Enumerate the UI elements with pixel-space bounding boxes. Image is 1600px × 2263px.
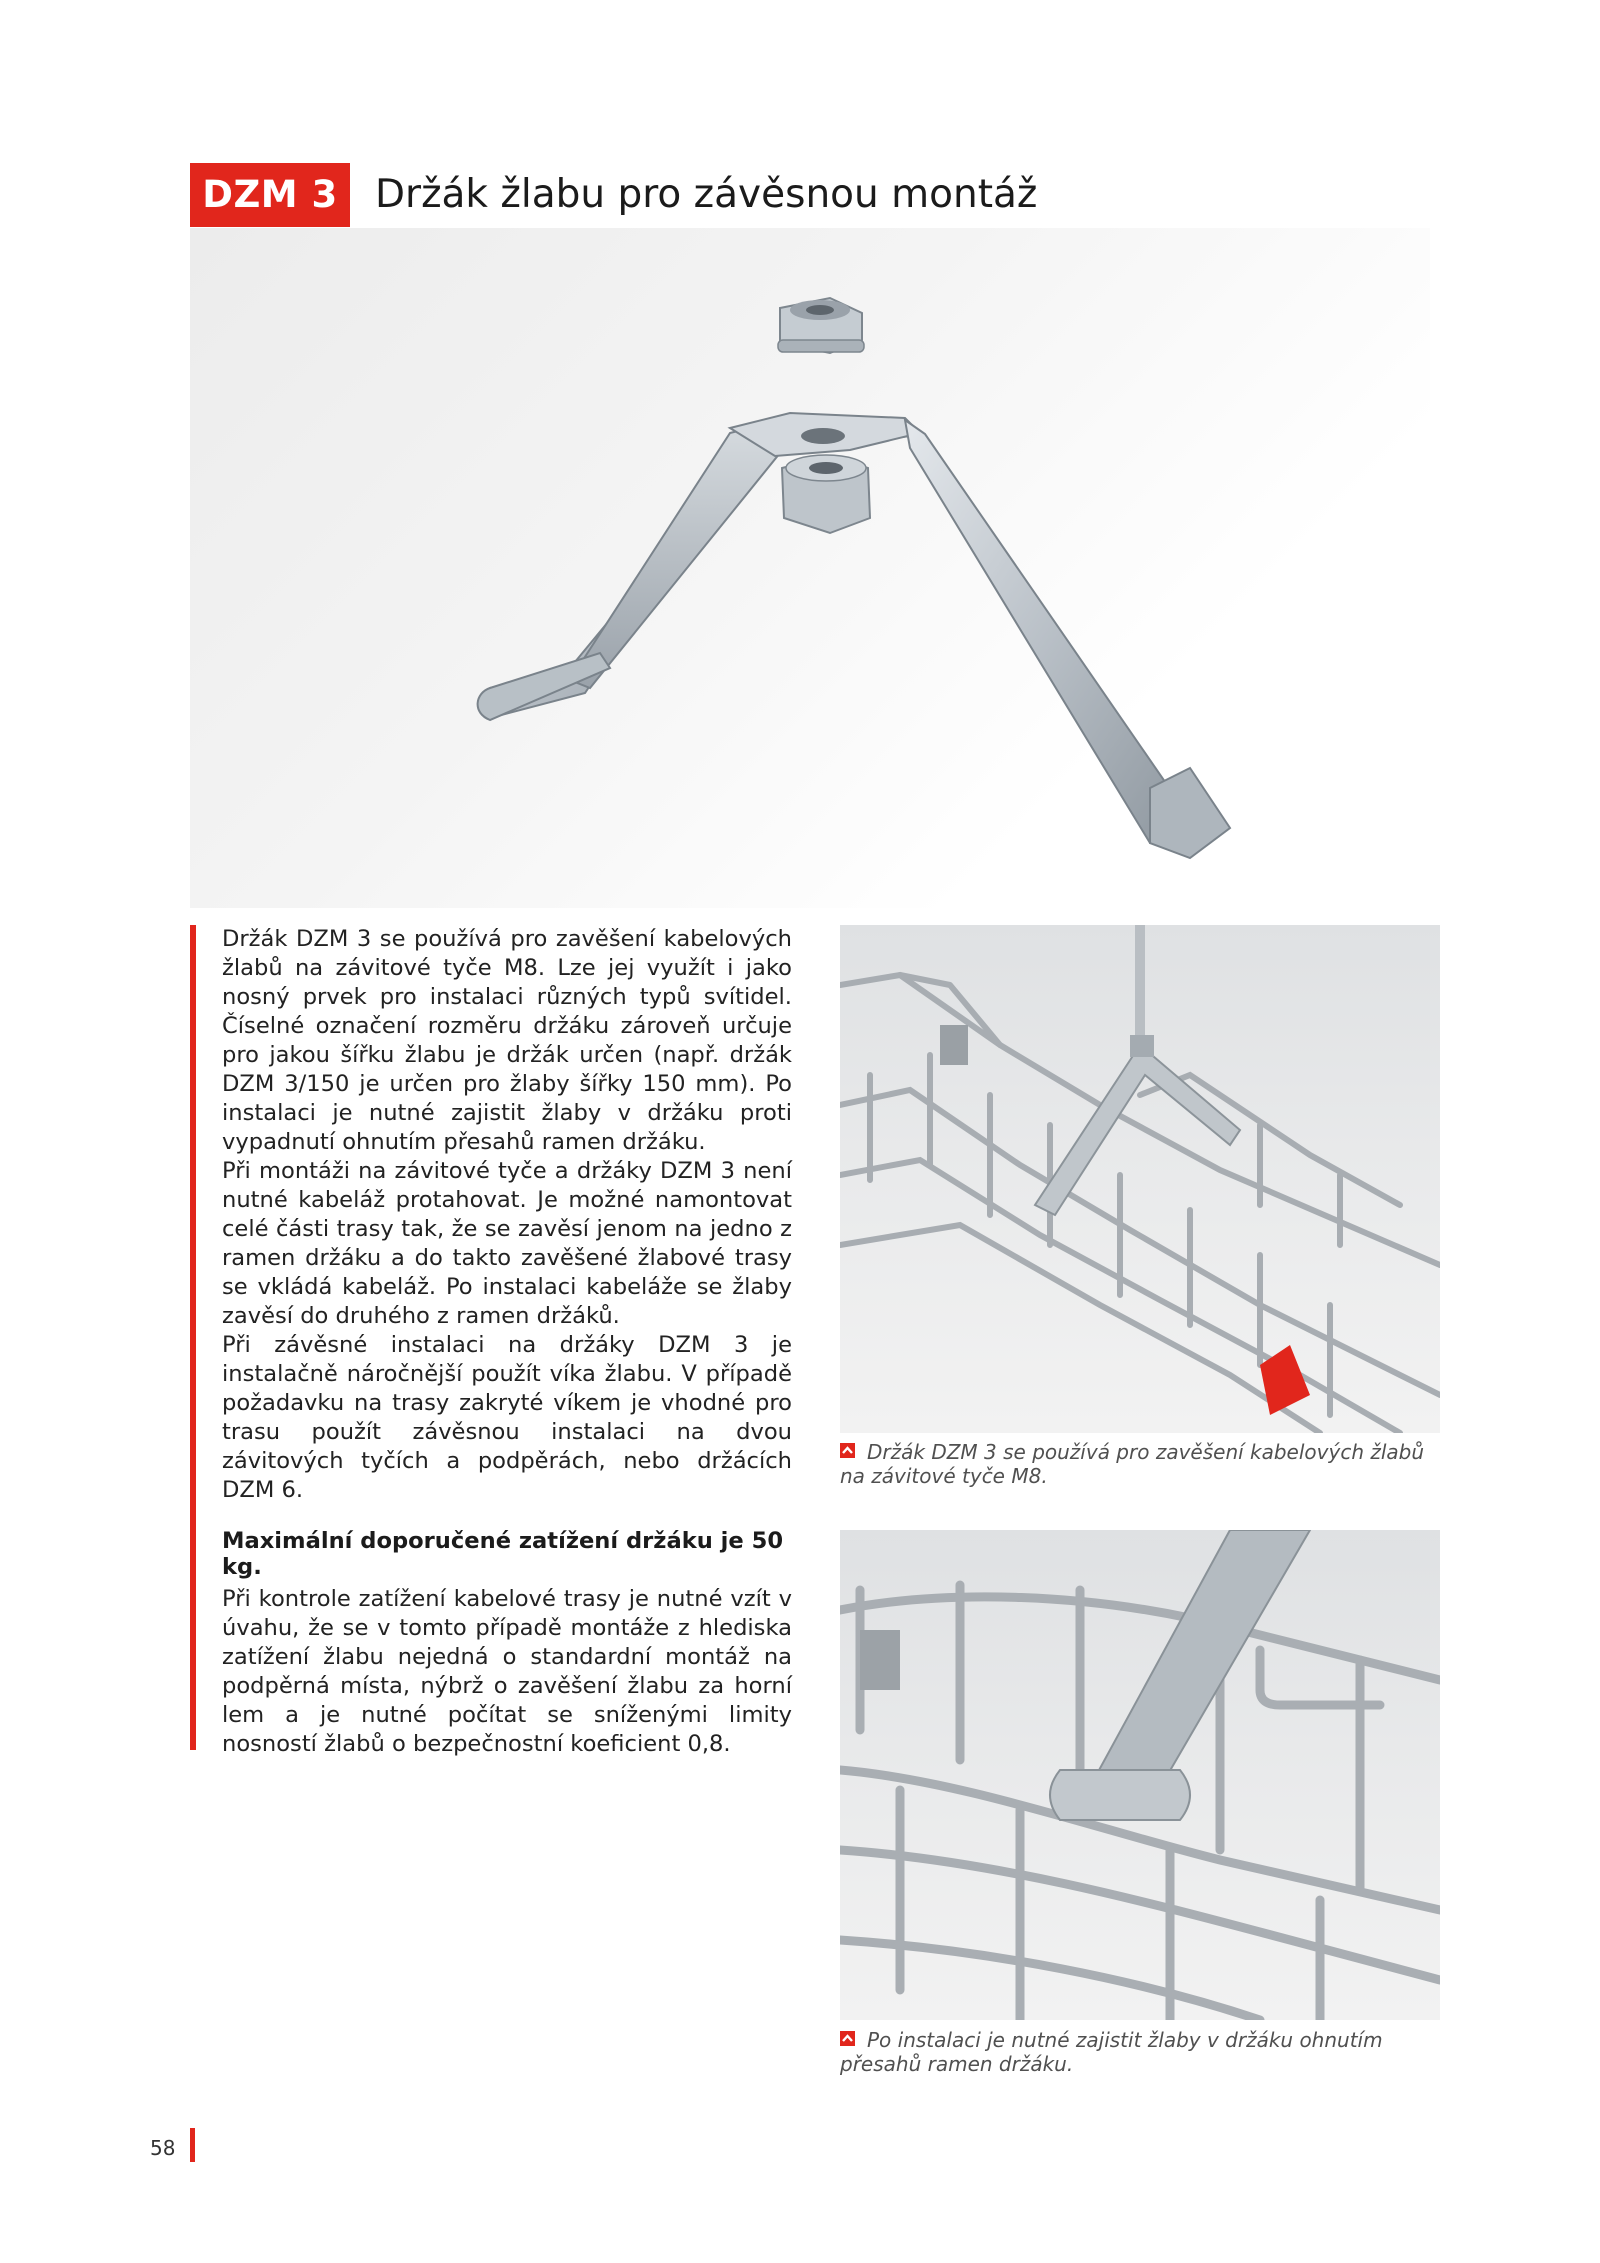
max-load-note: Maximální doporučené zatížení držáku je 50 kg. [222, 1528, 784, 1580]
bracket-illustration [190, 228, 1430, 908]
caret-up-icon [840, 1443, 855, 1458]
description-block [222, 925, 792, 1505]
wire-tray-rod-illustration [840, 925, 1440, 1433]
hero-product-image [190, 228, 1430, 908]
paragraph-3: Při závěsné instalaci na držáky DZM 3 je instalačně náročnější použít víka žlabu. V případě požadavku na trasy zakryté víkem je vhodné pro trasu použít závěsnou instalaci na dvou závitových tyčích a podpěrách, nebo držácích DZM 6. [222, 1332, 792, 1503]
page-title: Držák žlabu pro závěsnou montáž [375, 172, 1038, 217]
paragraph-2: Při montáži na závitové tyče a držáky DZM 3 není nutné kabeláž protahovat. Je možné namontovat celé části trasy tak, že se zavěsí jenom na jedno z ramen držáku a do takto zavěšené žlabové trasy se vkládá kabeláž. Po instalaci kabeláže se žlaby zavěsí do druhého z ramen držáků. [222, 1158, 792, 1329]
top-nut [778, 298, 864, 353]
photo-1-caption [840, 1440, 1440, 1488]
page-number-bar [190, 2128, 195, 2162]
paragraph-1: Držák DZM 3 se používá pro zavěšení kabelových žlabů na závitové tyče M8. Lze jej využít i jako nosný prvek pro instalaci různých typů svítidel. Číselné označení rozměru držáku zároveň určuje pro jakou šířku žlabu je držák určen (např. držák DZM 3/150 je určen pro žlaby šířky 150 mm). Po instalaci je nutné zajistit žlaby v držáku proti vypadnutí ohnutím přesahů ramen držáku. [222, 926, 792, 1155]
bent-arm-illustration [840, 1530, 1440, 2020]
text-accent-bar [190, 925, 196, 1750]
load-check-paragraph: Při kontrole zatížení kabelové trasy je nutné vzít v úvahu, že se v tomto případě montáže z hlediska zatížení žlabu nejedná o standardní montáž na podpěrná místa, nýbrž o zavěšení žlabu za horní lem a je nutné počítat se sníženými limity nosností žlabů o bezpečnostní koeficient 0,8. [222, 1586, 792, 1757]
bottom-nut [782, 455, 870, 533]
caret-up-icon [840, 2031, 855, 2046]
product-code-badge: DZM 3 [190, 163, 350, 227]
photo-installation-rod [840, 925, 1440, 1433]
caption-1-text: Držák DZM 3 se používá pro zavěšení kabelových žlabů na závitové tyče M8. [840, 1440, 1425, 1488]
caption-2-text: Po instalaci je nutné zajistit žlaby v držáku ohnutím přesahů ramen držáku. [840, 2028, 1383, 2076]
photo-bent-overlap [840, 1530, 1440, 2020]
photo-2-caption [840, 2028, 1440, 2076]
page-number: 58 [150, 2136, 176, 2160]
